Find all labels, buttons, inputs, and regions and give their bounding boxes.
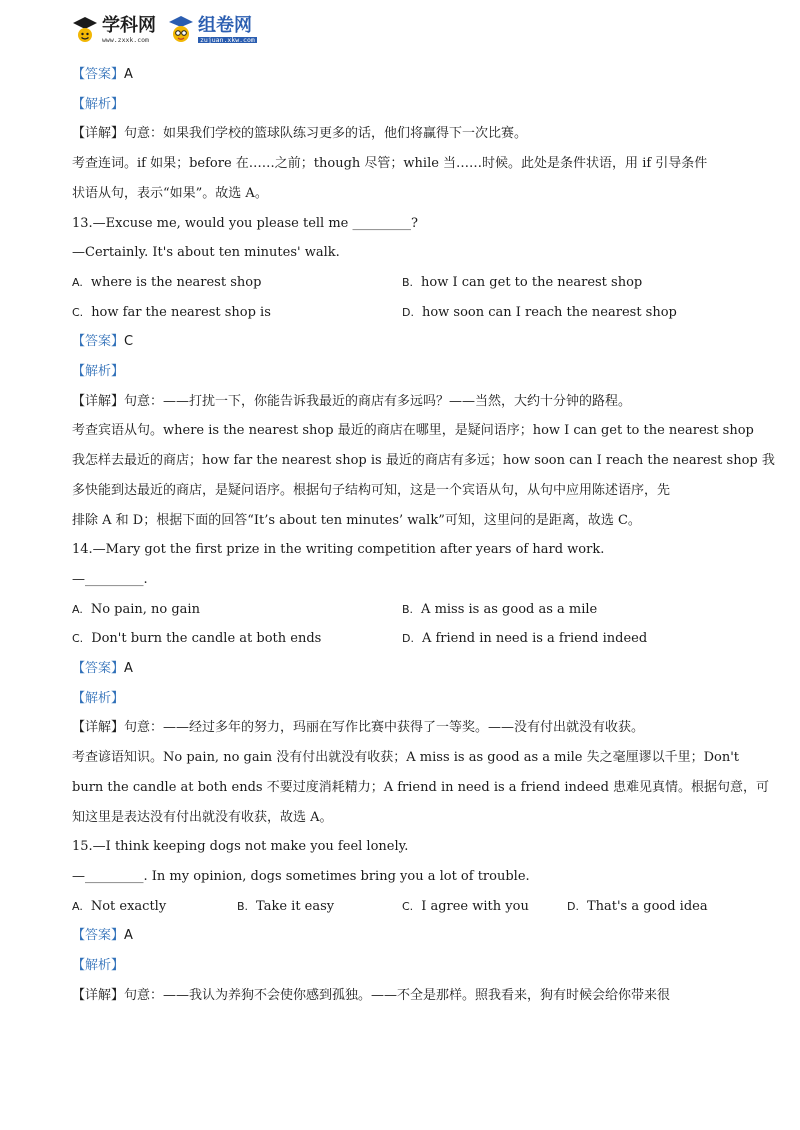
detail-label: 【详解】 <box>72 720 125 736</box>
option-b: B. how I can get to the nearest shop <box>402 274 643 290</box>
option-d: D. A friend in need is a friend indeed <box>402 631 648 647</box>
options-row <box>72 268 732 298</box>
answer-line <box>72 327 732 357</box>
answer-line <box>72 654 732 684</box>
detail-label: 【详解】 <box>72 987 125 1003</box>
options-row <box>72 892 732 922</box>
answer-value: C <box>124 334 134 350</box>
answer-label: 【答案】 <box>72 334 125 350</box>
detail-line: 考查谚语知识。No pain, no gain 没有付出就没有收获；A miss is as good as a mile 失之毫厘谬以千里；Don't <box>72 750 740 766</box>
answer-value: A <box>124 928 133 944</box>
option-c: C. how far the nearest shop is <box>72 304 271 320</box>
answer-value: A <box>124 67 133 82</box>
student-mascot-icon <box>168 15 194 45</box>
detail-line <box>72 387 732 417</box>
option-c: C. Don't burn the candle at both ends <box>72 631 322 647</box>
detail-line: 考查宾语从句。where is the nearest shop 最近的商店在哪里，是疑问语序；how I can get to the nearest shop <box>72 423 754 439</box>
detail-label: 【详解】 <box>72 126 125 142</box>
logo2-name: 组卷网 <box>198 14 252 36</box>
answer-line <box>72 921 732 951</box>
zujuanwang-logo <box>168 15 257 45</box>
analysis-label: 【解析】 <box>72 958 125 974</box>
question-stem: 13.—Excuse me, would you please tell me _________? <box>72 215 418 231</box>
detail-text: 句意：如果我们学校的篮球队练习更多的话，他们将赢得下一次比赛。 <box>124 126 528 142</box>
option-b: B. A miss is as good as a mile <box>402 601 598 617</box>
page-header <box>72 10 257 50</box>
detail-line <box>72 119 732 149</box>
option-c: C. I agree with you <box>402 898 529 914</box>
options-row <box>72 624 732 654</box>
detail-line <box>72 713 732 743</box>
document-body <box>72 60 775 1011</box>
options-row <box>72 298 732 328</box>
analysis-line <box>72 684 732 714</box>
option-d: D. That's a good idea <box>567 898 708 914</box>
logo2-url: zujuan.xkw.com <box>200 35 255 44</box>
detail-line: burn the candle at both ends 不要过度消耗精力；A friend in need is a friend indeed 患难见真情。根据句意，可 <box>72 779 770 795</box>
option-b: B. Take it easy <box>237 898 335 914</box>
detail-line <box>72 981 732 1011</box>
analysis-label: 【解析】 <box>72 96 125 112</box>
answer-value: A <box>124 661 133 677</box>
detail-line: 我怎样去最近的商店；how far the nearest shop is 最近的商店有多远；how soon can I reach the nearest shop 我 <box>72 453 775 469</box>
options-row <box>72 595 732 625</box>
answer-label: 【答案】 <box>72 67 125 82</box>
analysis-line <box>72 951 732 981</box>
analysis-label: 【解析】 <box>72 364 125 380</box>
option-a: A. where is the nearest shop <box>72 274 262 290</box>
question-reply: —Certainly. It's about ten minutes' walk. <box>72 245 340 261</box>
option-d: D. how soon can I reach the nearest shop <box>402 304 677 320</box>
detail-line: 排除 A 和 D；根据下面的回答“It’s about ten minutes’ walk”可知，这里问的是距离，故选 C。 <box>72 512 641 528</box>
question-stem: 14.—Mary got the first prize in the writing competition after years of hard work. <box>72 542 605 558</box>
detail-label: 【详解】 <box>72 393 125 409</box>
detail-line: 考查连词。if 如果；before 在……之前；though 尽管；while 当……时候。此处是条件状语，用 if 引导条件 <box>72 156 708 172</box>
detail-line: 多快能到达最近的商店，是疑问语序。根据句子结构可知，这是一个宾语从句，从句中应用陈述语序，先 <box>72 482 671 498</box>
analysis-line <box>72 357 732 387</box>
question-stem: 15.—I think keeping dogs not make you feel lonely. <box>72 839 409 855</box>
graduation-cap-icon <box>72 15 98 45</box>
detail-text: 句意：——经过多年的努力，玛丽在写作比赛中获得了一等奖。——没有付出就没有收获。 <box>124 720 645 736</box>
logo1-name: 学科网 <box>102 14 156 36</box>
detail-text: 句意：——我认为养狗不会使你感到孤独。——不全是那样。照我看来，狗有时候会给你带来很 <box>124 987 671 1003</box>
analysis-label: 【解析】 <box>72 690 125 706</box>
logo1-url: www.zxxk.com <box>102 35 149 44</box>
analysis-line <box>72 90 732 120</box>
answer-line <box>72 60 732 90</box>
xuekewang-logo <box>72 15 156 45</box>
question-reply: —_________. In my opinion, dogs sometimes bring you a lot of trouble. <box>72 868 530 884</box>
option-a: A. Not exactly <box>72 898 167 914</box>
answer-label: 【答案】 <box>72 661 125 677</box>
question-reply: —_________. <box>72 571 148 587</box>
answer-label: 【答案】 <box>72 928 125 944</box>
detail-text: 句意：——打扰一下，你能告诉我最近的商店有多远吗？——当然，大约十分钟的路程。 <box>124 393 632 409</box>
option-a: A. No pain, no gain <box>72 601 200 617</box>
detail-line: 状语从句，表示“如果”。故选 A。 <box>72 185 268 201</box>
detail-line: 知这里是表达没有付出就没有收获，故选 A。 <box>72 809 333 825</box>
